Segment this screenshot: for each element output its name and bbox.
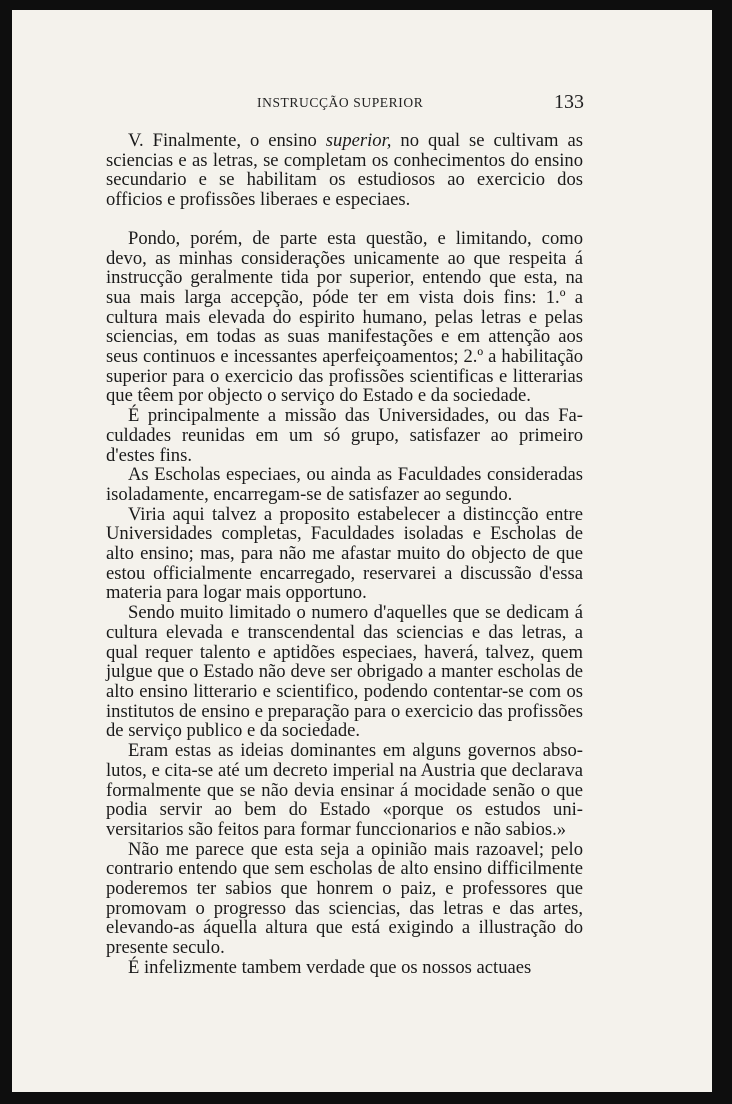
page-number: 133 [554, 91, 584, 113]
body-text [106, 131, 583, 978]
paragraph-6: Sendo muito limitado o numero d'aquelles que se dedicam á cultura elevada e transcendental das sciencias e das letras, a qual requer talento e aptidões especiaes, haverá, talvez, quem julgue que o Estado não deve ser obrigado a manter escholas de alto ensino litterario e scientifico, podendo contentar-se com os institutos de ensino e preparação para o exercicio das profissões de serviço publico e da sociedade. [106, 602, 583, 742]
paragraph-4: As Escholas especiaes, ou ainda as Faculdades consideradas isoladamente, encarregam-se de satisfazer ao segundo. [106, 464, 583, 505]
book-page [12, 10, 712, 1092]
page-header [12, 91, 712, 119]
running-title: INSTRUCÇÃO SUPERIOR [257, 95, 424, 110]
paragraph-9: É infelizmente tambem verdade que os nossos actuaes [128, 956, 532, 978]
paragraph-8: Não me parece que esta seja a opinião mais razoavel; pelo contrario entendo que sem escholas de alto ensino difficilmente poderemos ter sabios que honrem o paiz, e professores que promovam o progresso das sciencias, das letras e das artes, elevando-as áquella altura que está exigindo a illustração do presente seculo. [106, 838, 583, 959]
paragraph-3: É principalmente a missão das Universidades, ou das Faculdades reunidas em um só grupo, satisfazer ao primeiro d'estes fins. [106, 405, 583, 466]
paragraph-5: Viria aqui talvez a proposito estabelecer a distincção entre Universidades completas, Faculdades isoladas e Escholas de alto ensino; mas, para não me afastar muito do objecto de que estou officialmente encarregado, reservarei a discussão d'essa materia para logar mais opportuno. [106, 503, 583, 604]
paragraph-2: Pondo, porém, de parte esta questão, e limitando, como devo, as minhas considerações unicamente ao que respeita á instrucção geralmente tida por superior, entendo que esta, na sua mais larga accepção, póde ter em vista dois fins: 1.º a cultura mais elevada do espirito humano, pelas letras e pelas sciencias, em todas as suas manifestações e em attenção aos seus continuos e incessantes aperfeiçoamentos; 2.º a habilitação superior para o exercicio das profissões scientificas e litterarias que têem por objecto o serviço do Estado e da sociedade. [106, 227, 583, 407]
paragraph-7: Eram estas as ideias dominantes em alguns governos absolutos, e cita-se até um decreto imperial na Austria que declarava formalmente que se não devia ensinar á mocidade senão o que podia servir ao bem do Estado «porque os estudos universitarios são feitos para formar funccionarios e não sabios.» [106, 740, 583, 840]
emphasis-superior: superior, [325, 130, 392, 151]
paragraph-1: V. Finalmente, o ensino superior, no qual se cultivam as sciencias e as letras, se completam os conhecimentos do ensino secundario e se habilitam os estudiosos ao exercicio dos officios e profissões liberaes e especiaes. [106, 130, 584, 211]
